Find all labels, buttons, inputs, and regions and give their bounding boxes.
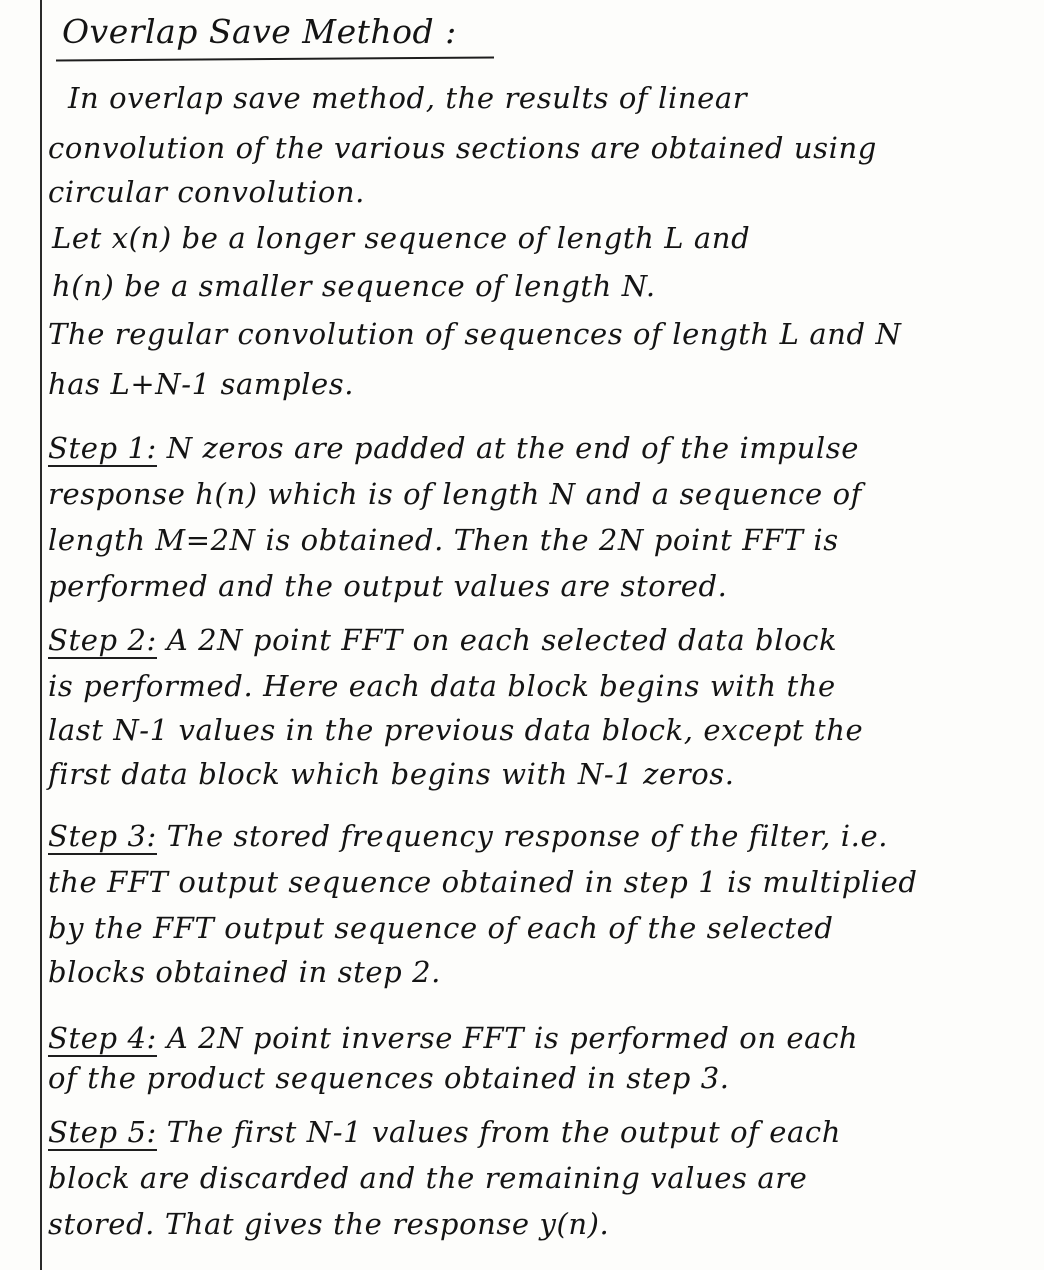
page-title: Overlap Save Method : [62, 12, 457, 51]
step-text: N zeros are padded at the end of the impulse [166, 431, 859, 465]
step-line: length M=2N is obtained. Then the 2N point FFT is [48, 523, 839, 557]
step-label: Step 2: [48, 623, 157, 657]
step-3-first-line [48, 816, 888, 856]
step-label: Step 1: [48, 431, 157, 465]
step-1-first-line [48, 428, 859, 468]
step-line: of the product sequences obtained in step 3. [48, 1061, 730, 1095]
definition-line: The regular convolution of sequences of length L and N [48, 317, 902, 351]
step-text: A 2N point inverse FFT is performed on each [166, 1021, 859, 1055]
step-label: Step 4: [48, 1021, 157, 1055]
step-text: The stored frequency response of the filter, i.e. [166, 819, 889, 853]
step-line: response h(n) which is of length N and a sequence of [48, 477, 862, 511]
step-line: blocks obtained in step 2. [48, 955, 441, 989]
definition-line: has L+N-1 samples. [48, 367, 355, 401]
step-text: A 2N point FFT on each selected data block [166, 623, 838, 657]
definition-line: h(n) be a smaller sequence of length N. [52, 269, 656, 303]
step-text: The first N-1 values from the output of each [166, 1115, 842, 1149]
intro-line: circular convolution. [48, 175, 366, 209]
step-line: the FFT output sequence obtained in step 1 is multiplied [48, 865, 918, 899]
step-line: is performed. Here each data block begins with the [48, 669, 836, 703]
margin-line [40, 0, 42, 1270]
step-line: stored. That gives the response y(n). [48, 1207, 610, 1241]
step-5-first-line [48, 1112, 841, 1152]
intro-line: convolution of the various sections are obtained using [48, 131, 877, 165]
step-line: first data block which begins with N-1 zeros. [48, 757, 735, 791]
step-label: Step 5: [48, 1115, 157, 1149]
step-line: last N-1 values in the previous data block, except the [48, 713, 864, 747]
step-label: Step 3: [48, 819, 157, 853]
definition-line: Let x(n) be a longer sequence of length L and [52, 221, 751, 255]
title-underline [56, 56, 494, 61]
intro-line: In overlap save method, the results of linear [68, 81, 748, 115]
step-2-first-line [48, 620, 837, 660]
step-line: block are discarded and the remaining values are [48, 1161, 808, 1195]
step-line: by the FFT output sequence of each of the selected [48, 911, 834, 945]
step-line: performed and the output values are stored. [48, 569, 728, 603]
step-4-first-line [48, 1018, 858, 1058]
